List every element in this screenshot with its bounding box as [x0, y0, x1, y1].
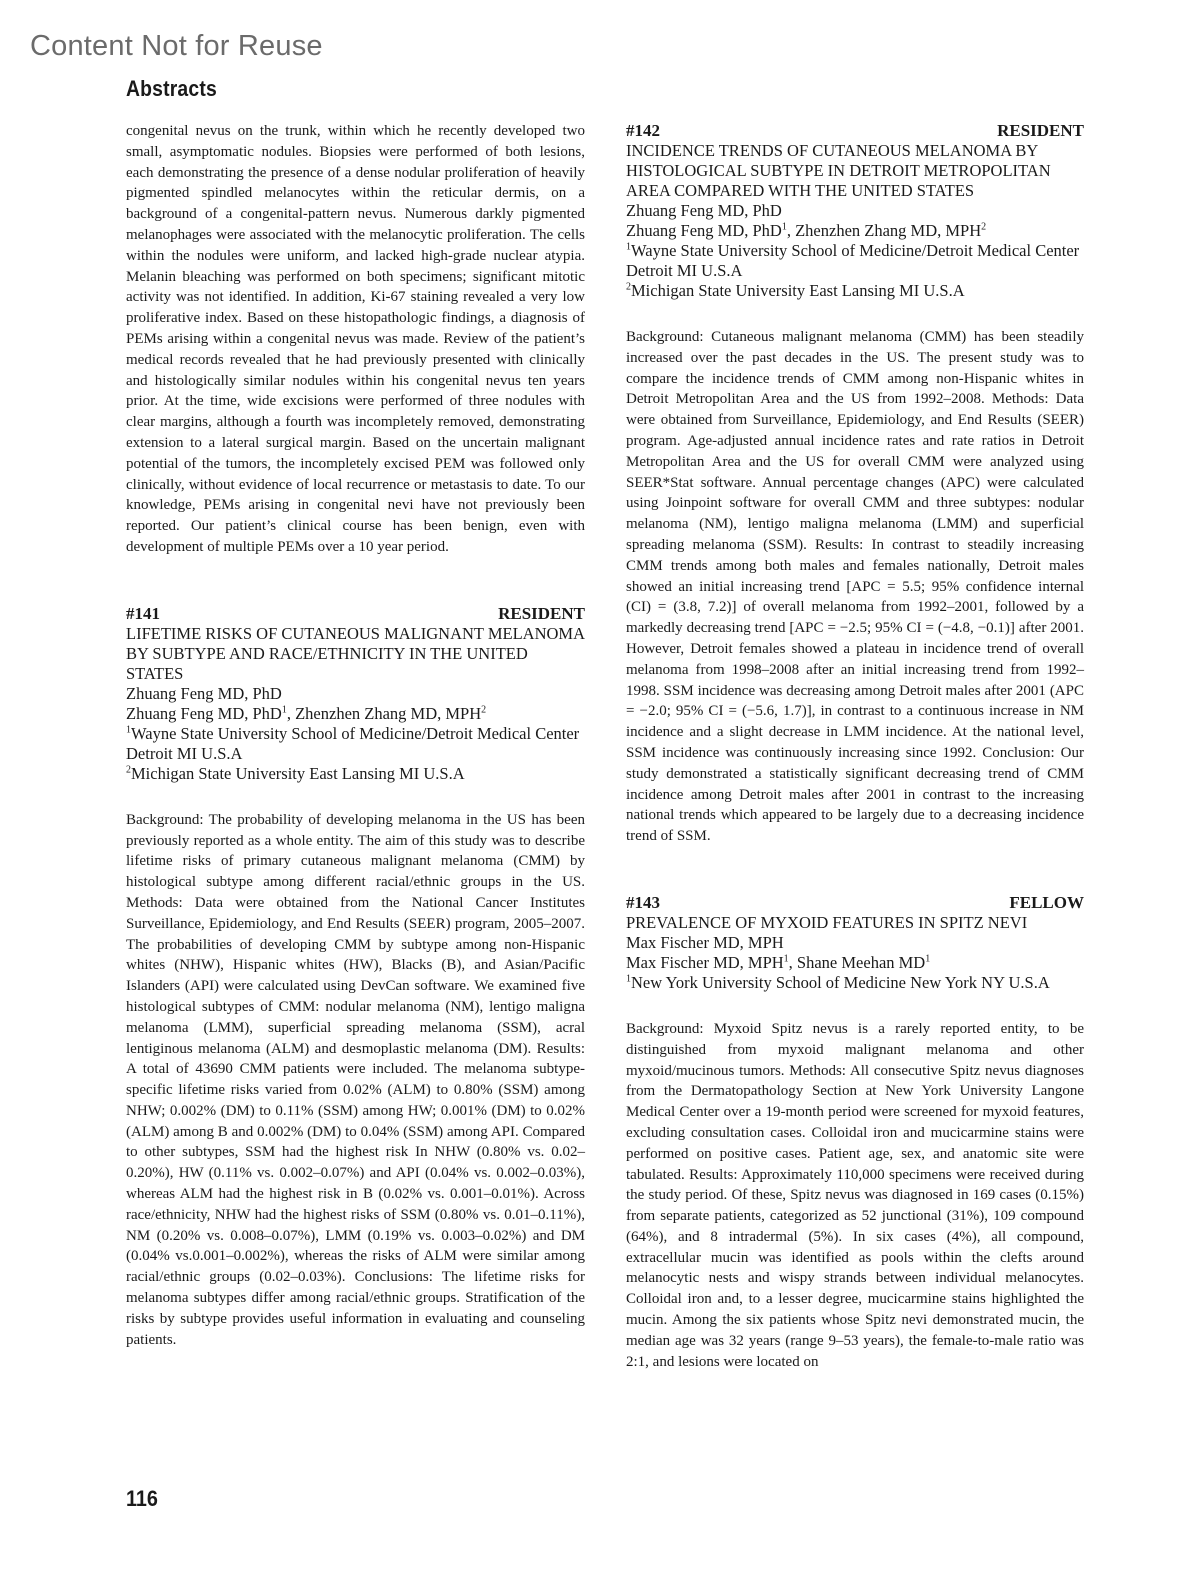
- aff-sup: 1: [626, 241, 631, 253]
- aff-sup: 1: [126, 724, 131, 736]
- aff-text: Michigan State University East Lansing MI U.S.A: [131, 763, 465, 783]
- abstract-141: [126, 604, 585, 1351]
- abstract-affiliation: [626, 281, 1084, 301]
- aff-sup: 2: [626, 281, 631, 293]
- abstract-title: INCIDENCE TRENDS OF CUTANEOUS MELANOMA BY HISTOLOGICAL SUBTYPE IN DETROIT METROPOLITAN AREA COMPARED WITH THE UNITED STATES: [626, 141, 1051, 200]
- author-name: Max Fischer MD, MPH: [626, 952, 784, 972]
- abstract-143: [626, 893, 1084, 1373]
- abstract-142: [626, 121, 1084, 847]
- abstract-body: Background: Myxoid Spitz nevus is a rarely reported entity, to be distinguished from myxoid malignant melanoma and other myxoid/mucinous tumors. Methods: All consecutive Spitz nevus diagnoses from the Dermatopathology Section at New York University Langone Medical Center over a 19-month period were screened for myxoid features, excluding consultation cases. Colloidal iron and mucicarmine stains were performed on positive cases. Patient age, sex, and anatomic site were tabulated. Results: Approximately 110,000 specimens were received during the study period. Of these, Spitz nevus was diagnosed in 169 cases (0.15%) from separate patients, categorized as 52 junctional (31%), 109 compound (64%), and 8 intradermal (5%). In six cases (4%), all compound, extracellular mucin was identified as pools within the clefts around melanocytic nests and wispy strands between individual melanocytes. Colloidal iron and, to a lesser degree, mucicarmine stains highlighted the mucin. Among the six patients whose Spitz nevi demonstrated mucin, the median age was 32 years (range 9–53 years), the female-to-male ratio was 2:1, and lesions were located on: [626, 1020, 1084, 1370]
- author-sup: 2: [481, 704, 487, 716]
- author-sup: 1: [783, 953, 789, 965]
- aff-sup: 1: [626, 973, 631, 985]
- page-number: 116: [126, 1486, 158, 1511]
- aff-text: New York University School of Medicine New York NY U.S.A: [631, 972, 1050, 992]
- abstract-category: FELLOW: [1009, 892, 1084, 912]
- abstract-body: Background: Cutaneous malignant melanoma (CMM) has been steadily increased over the past decades in the US. The present study was to compare the incidence trends of CMM among non-Hispanic whites in Detroit Metropolitan Area and the US from 1992–2008. Methods: Data were obtained from Surveillance, Epidemiology, and End Results (SEER) program. Age-adjusted annual incidence rates and rate ratios in Detroit Metropolitan Area and the US for overall CMM were analyzed using SEER*Stat software. Annual percentage changes (APC) were calculated using Joinpoint software for overall CMM and three subtypes: nodular melanoma (NM), lentigo maligna melanoma (LMM) and superficial spreading melanoma (SSM). Results: In contrast to steadily increasing CMM trends among both males and females nationally, Detroit males showed an initial increasing trend [APC = 5.5; 95% confidence internal (CI) = (3.8, 7.2)] of overall melanoma from 1992–2001, followed by a markedly decreasing trend [APC = −2.5; 95% CI = (−4.8, −0.1)] after 2001. However, Detroit females showed a plateau in incidence trend of overall melanoma from 1998–2008 after an initial increasing trend from 1992–1998. SSM incidence was decreasing among Detroit males after 2001 (APC = −2.0; 95% CI = (−5.6, 1.7)], in contrast to a continuous increase in NM incidence and a slight decrease in LMM incidence. At the national level, SSM incidence was continuously increasing since 1992. Conclusion: Our study demonstrated a statistically significant decreasing trend of CMM incidence among Detroit males after 2001 in contrast to the increasing national trends which appeared to be largely due to a decreasing incidence trend of SSM.: [626, 329, 1084, 845]
- author-name: Zhuang Feng MD, PhD: [126, 703, 282, 723]
- abstract-authors: [126, 704, 585, 724]
- abstract-header: [626, 893, 1084, 913]
- author-sup: 1: [781, 221, 787, 233]
- author-name: , Zhenzhen Zhang MD, MPH: [286, 703, 482, 723]
- aff-text: Wayne State University School of Medicine/Detroit Medical Center Detroit MI U.S.A: [126, 723, 580, 763]
- abstract-category: RESIDENT: [498, 603, 585, 623]
- author-sup: 1: [925, 953, 931, 965]
- abstract-affiliation: [626, 973, 1084, 993]
- right-column: [626, 121, 1084, 1372]
- abstract-number: #142: [626, 121, 660, 140]
- author-sup: 2: [981, 221, 987, 233]
- watermark: Content Not for Reuse: [30, 30, 323, 62]
- abstract-presenter: Zhuang Feng MD, PhD: [126, 683, 282, 703]
- aff-text: Michigan State University East Lansing MI U.S.A: [631, 281, 965, 300]
- abstract-header: [626, 121, 1084, 141]
- abstract-presenter: Max Fischer MD, MPH: [626, 932, 784, 952]
- author-name: , Shane Meehan MD: [788, 952, 926, 972]
- author-sup: 1: [281, 704, 287, 716]
- abstract-number: #143: [626, 892, 660, 912]
- abstract-category: RESIDENT: [997, 121, 1084, 140]
- continuation-paragraph: congenital nevus on the trunk, within which he recently developed two small, asymptomatic nodules. Biopsies were performed of both lesions, each demonstrating the presence of a dense nodular proliferation of heavily pigmented spindled melanocytes within the reticular dermis, on a background of a congenital-pattern nevus. Numerous darkly pigmented melanophages were associated with the melanocytic proliferation. The cells within the nodules were uniform, and lacked high-grade nuclear atypia. Melanin bleaching was performed on both specimens; significant mitotic activity was not identified. In addition, Ki-67 staining revealed a very low proliferative index. Based on these histopathologic findings, a diagnosis of PEMs arising within a congenital nevus was made. Review of the patient’s medical records revealed that he had previously presented with clinically and histologically similar nodules within his congenital nevus ten years prior. At the time, wide excisions were performed of three nodules with clear margins, although a fourth was incompletely removed, demonstrating extension to a lateral surgical margin. Based on the uncertain malignant potential of the tumors, the incompletely excised PEM was followed only clinically, without evidence of local recurrence or metastasis to date. To our knowledge, PEMs arising in congenital nevi have not previously been reported. Our patient’s clinical course has been benign, even with development of multiple PEMs over a 10 year period.: [126, 123, 585, 555]
- abstract-affiliation: [126, 724, 585, 764]
- abstract-affiliation: [626, 241, 1084, 281]
- abstract-title: PREVALENCE OF MYXOID FEATURES IN SPITZ NEVI: [626, 912, 1028, 932]
- author-name: , Zhenzhen Zhang MD, MPH: [786, 221, 982, 240]
- abstract-authors: [626, 221, 1084, 241]
- abstract-affiliation: [126, 764, 585, 784]
- left-column: [126, 121, 585, 1350]
- abstract-title: LIFETIME RISKS OF CUTANEOUS MALIGNANT MELANOMA BY SUBTYPE AND RACE/ETHNICITY IN THE UNITED STATES: [126, 623, 585, 683]
- aff-text: Wayne State University School of Medicine/Detroit Medical Center Detroit MI U.S.A: [626, 241, 1080, 280]
- abstract-authors: [626, 953, 1084, 973]
- abstract-presenter: Zhuang Feng MD, PhD: [626, 201, 782, 220]
- abstract-header: [126, 604, 585, 624]
- abstract-number: #141: [126, 603, 160, 623]
- section-title: Abstracts: [126, 76, 217, 101]
- author-name: Zhuang Feng MD, PhD: [626, 221, 782, 240]
- abstract-body: Background: The probability of developing melanoma in the US has been previously reported as a whole entity. The aim of this study was to describe lifetime risks of primary cutaneous malignant melanoma (CMM) by histological subtype among different racial/ethnic groups in the US. Methods: Data were obtained from the National Cancer Institutes Surveillance, Epidemiology, and End Results (SEER) program, 2005–2007. The probabilities of developing CMM by subtype among non-Hispanic whites (NHW), Hispanic whites (HW), Blacks (B), and Asian/Pacific Islanders (API) were calculated using DevCan software. We examined five histological subtypes of CMM: nodular melanoma (NM), lentigo maligna melanoma (LMM), superficial spreading melanoma (SSM), acral lentiginous melanoma (ALM) and desmoplastic melanoma (DM). Results: A total of 43690 CMM patients were included. The melanoma subtype-specific lifetime risks varied from 0.02% (ALM) to 0.80% (SSM) among NHW; 0.002% (DM) to 0.11% (SSM) among HW; 0.001% (DM) to 0.02% (ALM) among B and 0.002% (DM) to 0.04% (SSM) among API. Compared to other subtypes, SSM had the highest risk In NHW (0.80% vs. 0.02–0.20%), HW (0.11% vs. 0.002–0.07%) and API (0.04% vs. 0.002–0.03%), whereas ALM had the highest risk in B (0.02% vs. 0.001–0.01%). Across race/ethnicity, NHW had the highest risks of SSM (0.80% vs. 0.01–0.11%), NM (0.20% vs. 0.008–0.07%), LMM (0.19% vs. 0.003–0.02%) and DM (0.04% vs.0.001–0.002%), whereas the risks of ALM were similar among racial/ethnic groups (0.02–0.03%). Conclusions: The lifetime risks for melanoma subtypes differ among racial/ethnic groups. Stratification of the risks by subtype provides useful information in evaluating and counseling patients.: [126, 811, 585, 1348]
- aff-sup: 2: [126, 764, 131, 776]
